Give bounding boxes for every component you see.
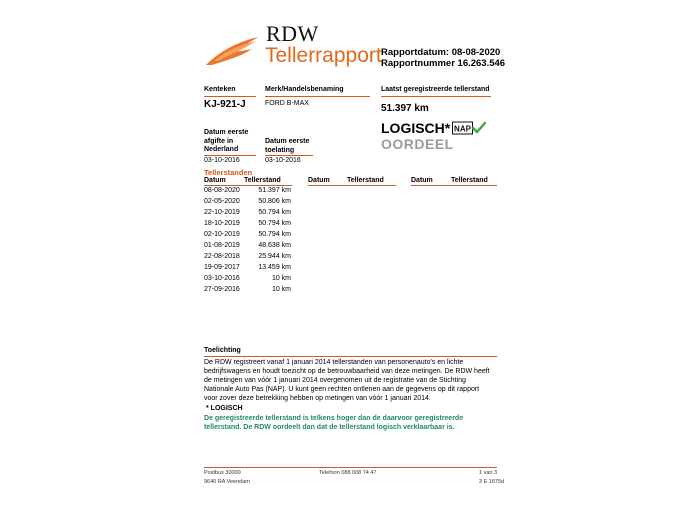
laatst-label: Laatst geregistreerde tellerstand	[381, 86, 490, 93]
footer-divider	[204, 467, 497, 468]
afgifte-label: Datum eerste afgifte in Nederland	[204, 129, 249, 153]
rdw-logo-icon	[204, 33, 260, 67]
col-datum: Datum	[308, 177, 330, 184]
col-tellerstand: Tellerstand	[244, 177, 281, 184]
merk-label: Merk/Handelsbenaming	[265, 86, 344, 93]
brand-name: RDW	[266, 21, 319, 46]
nap-check-icon	[452, 121, 486, 135]
divider	[308, 185, 396, 186]
footer-code: 3 E 1675d	[479, 479, 505, 485]
tellerstanden-title: Tellerstanden	[204, 168, 253, 177]
divider	[204, 356, 497, 357]
footer-page: 1 van 3	[479, 470, 498, 476]
col-datum: Datum	[204, 177, 226, 184]
divider	[265, 155, 313, 156]
toelating-label: Datum eerste toelating	[265, 138, 310, 154]
col-datum: Datum	[411, 177, 433, 184]
footer-city: 9640 RA Veendam	[204, 479, 250, 485]
oordeel-label: OORDEEL	[381, 136, 454, 152]
col-tellerstand: Tellerstand	[451, 177, 488, 184]
logisch-footnote-label: * LOGISCH	[206, 405, 243, 412]
nap-text: NAP	[454, 124, 471, 134]
divider	[411, 185, 497, 186]
logisch-explanation: De geregistreerde tellerstand is telkens hoger dan de daarvoor geregistreerde tellerstand. De RDW oordeelt dan dat de tellerstand logisch verklaarbaar is.	[204, 415, 464, 431]
page-title: Tellerrapport	[265, 44, 382, 67]
rapport-datum: Rapportdatum: 08-08-2020	[381, 47, 501, 58]
divider	[204, 96, 256, 97]
toelating-value: 03-10-2016	[265, 157, 301, 164]
laatst-value: 51.397 km	[381, 103, 429, 114]
divider	[204, 185, 292, 186]
footer-postbus: Postbus 30000	[204, 470, 241, 476]
kenteken-value: KJ-921-J	[204, 99, 246, 110]
rapport-nummer: Rapportnummer 16.263.546	[381, 58, 506, 69]
merk-value: FORD B-MAX	[265, 100, 309, 107]
divider	[204, 155, 256, 156]
toelichting-title: Toelichting	[204, 347, 241, 354]
divider	[265, 96, 370, 97]
col-tellerstand: Tellerstand	[347, 177, 384, 184]
kenteken-label: Kenteken	[204, 86, 236, 93]
afgifte-value: 03-10-2016	[204, 157, 240, 164]
logisch-verdict: LOGISCH*	[381, 120, 451, 136]
divider	[381, 96, 491, 97]
footer-telefoon: Telefoon 088 008 74 47	[319, 470, 377, 476]
toelichting-text: De RDW registreert vanaf 1 januari 2014 tellerstanden van personenauto's en lichte bedrijfswagens en houdt toezicht op de betrouwbaarheid van deze metingen. De RDW heeft de metingen van vóór 1 januari 2014 overgenomen uit de registratie van de Stichting Nationale Auto Pas (NAP). U kunt geen rechten ontlenen aan de gegevens op dit rapport voor zover deze betrekking hebben op metingen van vóór 1 januari 2014.	[204, 359, 490, 402]
